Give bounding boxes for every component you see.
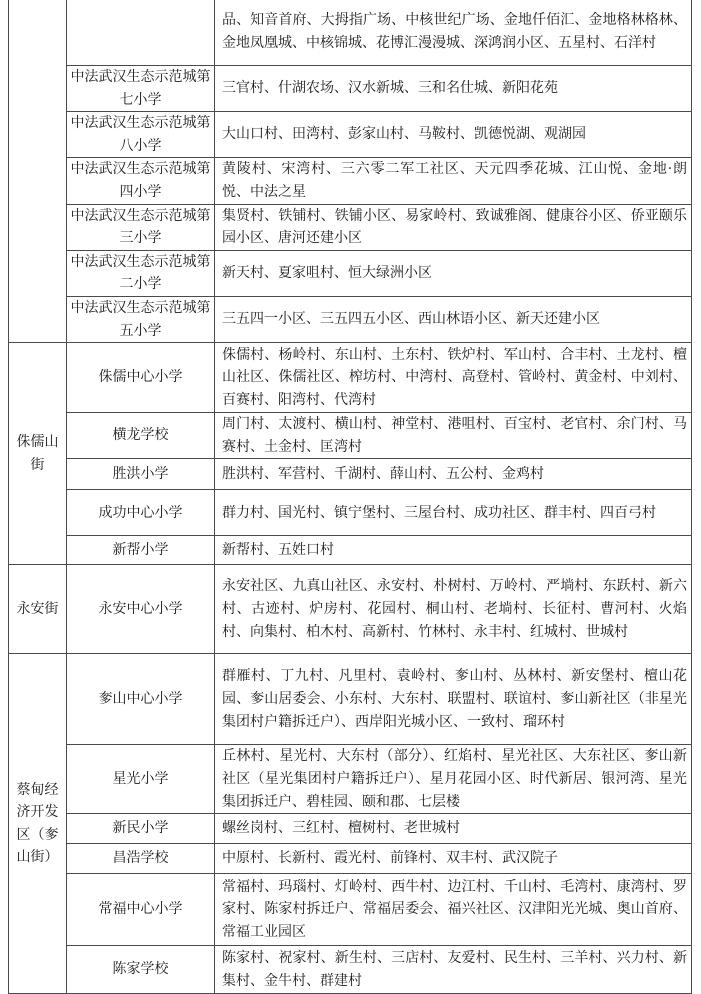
school-cell: 永安中心小学 bbox=[67, 565, 215, 654]
villages-cell: 丘林村、星光村、大东村（部分）、红焰村、星光社区、大东社区、奓山新社区（星光集团村户籍拆迁户）、星月花园小区、时代新居、银河湾、星光集团拆迁户、碧桂园、颐和郡、七层楼 bbox=[215, 745, 692, 814]
school-cell: 新民小学 bbox=[67, 814, 215, 844]
school-cell: 中法武汉生态示范城第四小学 bbox=[67, 158, 215, 204]
villages-cell: 群力村、国光村、镇宁堡村、三屋台村、成功社区、群丰村、四百弓村 bbox=[215, 490, 692, 536]
villages-cell: 侏儒村、杨岭村、东山村、土东村、铁炉村、军山村、合丰村、土龙村、檀山社区、侏儒社区、榨坊村、中湾村、高登村、管岭村、黄金村、中刘村、百赛村、阳湾村、代湾村 bbox=[215, 343, 692, 413]
table-row bbox=[9, 66, 692, 112]
villages-cell: 新天村、夏家咀村、恒大绿洲小区 bbox=[215, 250, 692, 296]
school-district-table bbox=[8, 0, 692, 994]
table-row bbox=[9, 112, 692, 158]
street-cell bbox=[9, 0, 67, 343]
villages-cell: 陈家村、祝家村、新生村、三店村、友爱村、民生村、三羊村、兴力村、新集村、金牛村、群建村 bbox=[215, 946, 692, 994]
table-row bbox=[9, 204, 692, 250]
table-row bbox=[9, 0, 692, 66]
villages-cell: 螺丝岗村、三红村、檀树村、老世城村 bbox=[215, 814, 692, 844]
villages-cell: 大山口村、田湾村、彭家山村、马鞍村、凯德悦湖、观湖园 bbox=[215, 112, 692, 158]
villages-cell: 新帮村、五姓口村 bbox=[215, 536, 692, 565]
school-cell: 昌浩学校 bbox=[67, 844, 215, 874]
table-row bbox=[9, 296, 692, 342]
villages-cell: 集贤村、铁铺村、铁铺小区、易家岭村、致诚雅阁、健康谷小区、侨亚颐乐园小区、唐河还建小区 bbox=[215, 204, 692, 250]
villages-cell: 中原村、长新村、霞光村、前锋村、双丰村、武汉院子 bbox=[215, 844, 692, 874]
villages-cell: 周门村、太渡村、横山村、神堂村、港咀村、百宝村、老官村、余门村、马赛村、土金村、匡湾村 bbox=[215, 413, 692, 459]
villages-cell: 三五四一小区、三五四五小区、西山林语小区、新天还建小区 bbox=[215, 296, 692, 342]
school-cell: 胜洪小学 bbox=[67, 459, 215, 490]
table-row bbox=[9, 158, 692, 204]
table-row bbox=[9, 250, 692, 296]
school-cell: 陈家学校 bbox=[67, 946, 215, 994]
school-cell: 新帮小学 bbox=[67, 536, 215, 565]
villages-cell: 黄陵村、宋湾村、三六零二军工社区、天元四季花城、江山悦、金地·朗悦、中法之星 bbox=[215, 158, 692, 204]
villages-cell: 品、知音首府、大拇指广场、中核世纪广场、金地仟佰汇、金地格林格林、金地凤凰城、中核锦城、花博汇漫漫城、深鸿润小区、五星村、石洋村 bbox=[215, 0, 692, 66]
school-cell: 中法武汉生态示范城第五小学 bbox=[67, 296, 215, 342]
school-cell: 中法武汉生态示范城第八小学 bbox=[67, 112, 215, 158]
school-cell: 侏儒中心小学 bbox=[67, 343, 215, 413]
table-row bbox=[9, 413, 692, 459]
school-cell: 星光小学 bbox=[67, 745, 215, 814]
table-row bbox=[9, 536, 692, 565]
street-cell: 侏儒山街 bbox=[9, 343, 67, 565]
school-cell: 常福中心小学 bbox=[67, 874, 215, 946]
school-cell: 中法武汉生态示范城第三小学 bbox=[67, 204, 215, 250]
table-row bbox=[9, 459, 692, 490]
villages-cell: 群雁村、丁九村、凡里村、袁岭村、奓山村、丛林村、新安堡村、檀山花园、奓山居委会、小东村、大东村、联盟村、联谊村、奓山新社区（非星光集团村户籍拆迁户）、西岸阳光城小区、一致村、瑠环村 bbox=[215, 654, 692, 745]
school-cell: 中法武汉生态示范城第二小学 bbox=[67, 250, 215, 296]
table-row bbox=[9, 874, 692, 946]
villages-cell: 常福村、玛瑙村、灯岭村、西牛村、边江村、千山村、毛湾村、康湾村、罗家村、陈家村拆迁户、常福居委会、福兴社区、汉津阳光光城、奥山首府、常福工业园区 bbox=[215, 874, 692, 946]
school-cell: 横龙学校 bbox=[67, 413, 215, 459]
table-row bbox=[9, 490, 692, 536]
villages-cell: 永安社区、九真山社区、永安村、朴树村、万岭村、严埫村、东跃村、新六村、古迹村、炉房村、花园村、桐山村、老埫村、长征村、曹河村、火焰村、向集村、柏木村、高新村、竹林村、永丰村、红城村、世城村 bbox=[215, 565, 692, 654]
villages-cell: 三官村、什湖农场、汉水新城、三和名仕城、新阳花苑 bbox=[215, 66, 692, 112]
street-cell: 蔡甸经济开发区（奓山街） bbox=[9, 654, 67, 994]
street-cell: 永安街 bbox=[9, 565, 67, 654]
school-cell: 奓山中心小学 bbox=[67, 654, 215, 745]
villages-cell: 胜洪村、军营村、千湖村、薛山村、五公村、金鸡村 bbox=[215, 459, 692, 490]
school-cell: 中法武汉生态示范城第七小学 bbox=[67, 66, 215, 112]
table-row bbox=[9, 814, 692, 844]
table-row bbox=[9, 654, 692, 745]
table-row bbox=[9, 565, 692, 654]
table-row bbox=[9, 745, 692, 814]
table-row bbox=[9, 946, 692, 994]
table-row bbox=[9, 343, 692, 413]
school-cell: 成功中心小学 bbox=[67, 490, 215, 536]
table-row bbox=[9, 844, 692, 874]
school-cell bbox=[67, 0, 215, 66]
